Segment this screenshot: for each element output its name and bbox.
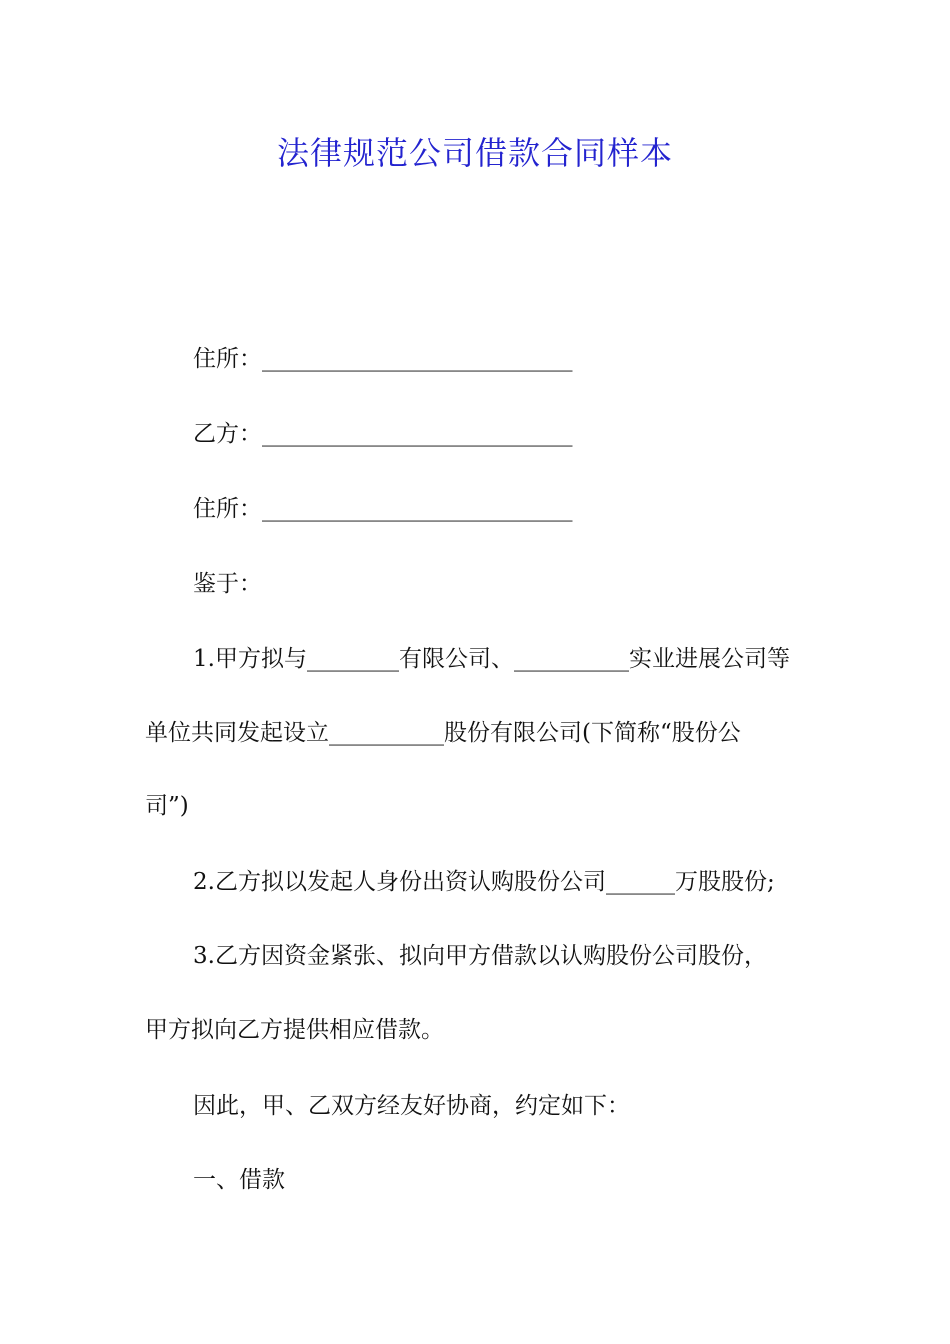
domicile-line-1: 住所：___________________________ <box>193 346 573 372</box>
whereas-heading: 鉴于： <box>193 571 262 597</box>
clause-3-line-2: 甲方拟向乙方提供相应借款。 <box>145 1017 444 1043</box>
clause-3-line-1: 3.乙方因资金紧张、拟向甲方借款以认购股份公司股份， <box>193 943 767 969</box>
clause-1-line-2: 单位共同发起设立__________股份有限公司(下简称“股份公 <box>145 720 741 746</box>
party-b-line: 乙方：___________________________ <box>193 421 573 447</box>
section-1-heading: 一、借款 <box>193 1167 285 1193</box>
document-title: 法律规范公司借款合同样本 <box>276 134 673 172</box>
clause-1-line-1: 1.甲方拟与________有限公司、__________实业进展公司等 <box>193 646 790 672</box>
clause-1-line-3: 司”) <box>145 793 189 819</box>
agreement-intro-line: 因此，甲、乙双方经友好协商，约定如下： <box>193 1093 630 1119</box>
clause-2-line: 2.乙方拟以发起人身份出资认购股份公司______万股股份; <box>193 869 775 895</box>
domicile-line-2: 住所：___________________________ <box>193 496 573 522</box>
